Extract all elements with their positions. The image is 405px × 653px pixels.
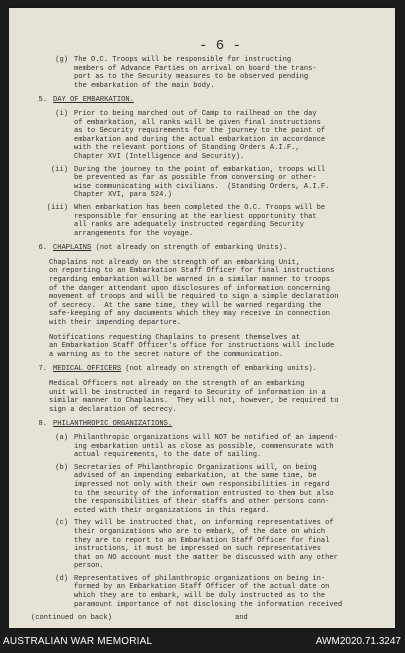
item-text: They will be instructed that, on informing representatives of their organizations who are to embark, of the date on which they are to report to an Embarkation Staff Officer for final instructions, it must be impressed on such representatives that on NO account must the matter be discussed with any other person.: [74, 519, 338, 571]
section-7-heading: [19, 365, 391, 374]
item-marker: (c): [55, 519, 68, 528]
section-5-item-i: [19, 110, 391, 162]
item-marker: (a): [55, 433, 68, 442]
section-number: 8.: [38, 420, 47, 429]
section-8-heading: [19, 420, 391, 429]
catchword: and: [235, 614, 248, 622]
item-marker: (iii): [46, 203, 68, 212]
document-page: [9, 8, 395, 628]
section-8-item-d: [19, 575, 391, 609]
item-marker: (d): [55, 574, 68, 583]
section-8-item-c: [19, 519, 391, 571]
archive-caption: AUSTRALIAN WAR MEMORIAL: [3, 636, 153, 647]
document-body: [19, 56, 391, 613]
section-8-item-b: [19, 464, 391, 516]
item-text: The O.C. Troops will be responsible for instructing members of Advance Parties on arrival on board the trans- port as to the Security measures to be observed pending the embarkation of the main body.: [74, 56, 317, 90]
section-5-item-ii: [19, 166, 391, 200]
page-number: - 6 -: [199, 38, 242, 54]
item-text: Representatives of philanthropic organizations on being in- formed by an Embarkation Staff Officer of the actual date on which they are to embark, will be duly instructed as to the paramount importance of not disclosing the information received: [74, 574, 343, 609]
item-text: During the journey to the point of embarkation, troops will be prevented as far as possible from conversing or other- wise communicating with civilians. (Standing Orders, A.I.F. Chapter XVI, para 524.): [74, 165, 330, 200]
item-text: When embarkation has been completed the O.C. Troops will be responsible for ensuring at the earliest opportunity that all ranks are adequately instructed regarding Security arrangements for the voyage.: [74, 203, 326, 238]
item-g: [19, 56, 391, 90]
section-note: (not already on strength of embarking units).: [121, 365, 317, 374]
section-title: DAY OF EMBARKATION.: [53, 96, 134, 105]
section-5-item-iii: [19, 204, 391, 238]
accession-number: AWM2020.71.3247: [315, 636, 401, 647]
section-6-heading: [19, 244, 391, 253]
item-text: Philanthropic organizations will NOT be notified of an impend- ing embarkation until as close as possible, commensurate with actual requirements, to the date of sailing.: [74, 433, 338, 460]
section-8-item-a: [19, 434, 391, 460]
section-5-heading: [19, 96, 391, 105]
continued-note: (continued on back): [31, 614, 112, 622]
section-title: MEDICAL OFFICERS: [53, 365, 122, 374]
section-note: (not already on strength of embarking Units).: [91, 244, 288, 253]
section-number: 7.: [38, 365, 47, 374]
section-7-paragraph: Medical Officers not already on the strength of an embarking unit will be instructed in regard to Security of information in a similar manner to Chaplains. They will not, however, be required to sign a declaration of secrecy.: [49, 380, 339, 414]
item-marker: (g): [55, 56, 68, 64]
item-text: Secretaries of Philanthropic Organizations will, on being advised of an impending embarkation, at the same time, be impressed not only with their own responsibilities in regard to the security of the information entrusted to them but also the responsibilities of their staffs and other persons conn- ected with their organizations in this regard.: [74, 463, 334, 515]
item-marker: (i): [55, 109, 68, 118]
section-6-paragraph-2: Notifications requesting Chaplains to present themselves at an Embarkation Staff Officer's office for instructions will include a warning as to the secret nature of the communication.: [49, 333, 335, 359]
section-6-paragraph-1: Chaplains not already on the strength of an embarking Unit, on reporting to an Embarkation Staff Officer for final instructions regarding embarkation will be warned in a similar manner to troops of the danger attendant upon disclosures of information concerning movement of troops and will be required to sign a simple declaration of secrecy. At the same time, they will be warned regarding the safe-keeping of any documents which they may receive in connection with their impending departure.: [49, 258, 339, 328]
section-title: CHAPLAINS: [53, 244, 92, 253]
item-marker: (b): [55, 463, 68, 472]
item-marker: (ii): [50, 165, 68, 174]
section-number: 5.: [38, 96, 47, 105]
section-number: 6.: [38, 244, 47, 253]
item-text: Prior to being marched out of Camp to railhead on the day of embarkation, all ranks will be given final instructions as to Security requirements for the journey to the point of embarkation and during the actual embarkation in accordance with the relevant portions of Standing Orders A.I.F., Chapter XVI (Intelligence and Security).: [74, 109, 326, 161]
section-title: PHILANTHROPIC ORGANIZATIONS.: [53, 420, 173, 429]
